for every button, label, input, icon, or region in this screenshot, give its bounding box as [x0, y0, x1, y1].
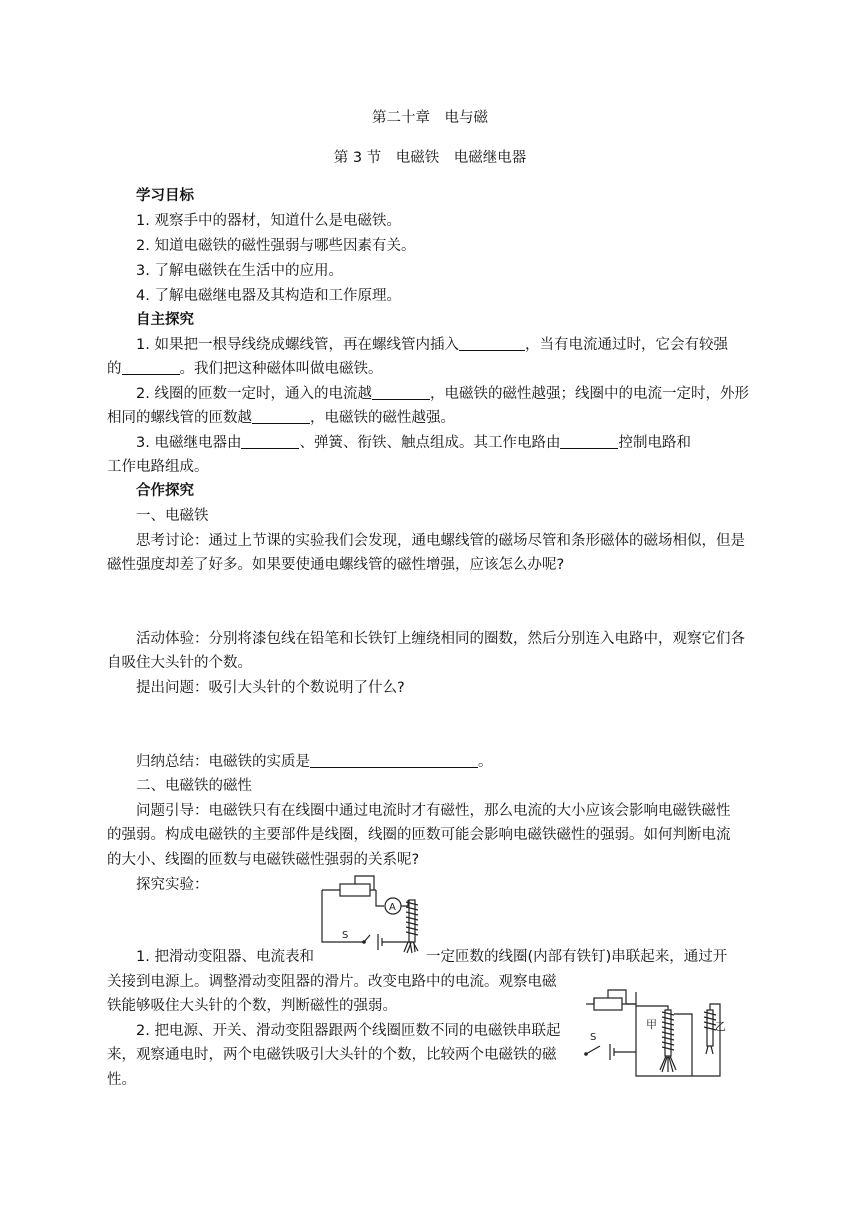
fill-blank[interactable]: [372, 384, 430, 400]
q1-text-b: ，当有电流通过时，它会有较强: [524, 337, 728, 353]
switch-label: S: [342, 930, 349, 941]
guide-line3: 的大小、线圈的匝数与电磁铁磁性强弱的关系呢?: [107, 852, 420, 868]
q2-text-d: ，电磁铁的磁性越强。: [310, 410, 455, 426]
self-study-q3-line2: 工作电路组成。: [107, 459, 209, 475]
exp2-line1: 2. 把电源、开关、滑动变阻器跟两个线圈匝数不同的电磁铁串联起: [136, 1023, 561, 1039]
guide-line2: 的强弱。构成电磁铁的主要部件是线圈，线圈的匝数可能会影响电磁铁磁性的强弱。如何判断电流: [107, 827, 731, 843]
ammeter-label: A: [389, 902, 396, 913]
exp1-text-a: 1. 把滑动变阻器、电流表和: [136, 949, 314, 965]
guide-line1: 问题引导：电磁铁只有在线圈中通过电流时才有磁性，那么电流的大小应该会影响电磁铁磁性: [136, 803, 731, 819]
self-study-q2-line1: [136, 382, 749, 406]
chapter-title: 第二十章 电与磁: [372, 110, 488, 126]
exp1-line3: 铁能够吸住大头针的个数，判断磁性的强弱。: [107, 998, 397, 1014]
q3-text-c: 控制电路和: [618, 435, 691, 451]
self-study-q2-line2: [107, 406, 455, 430]
question-line: 提出问题：吸引大头针的个数说明了什么?: [136, 680, 405, 696]
fill-blank[interactable]: [241, 433, 299, 449]
objective-item: 2. 知道电磁铁的磁性强弱与哪些因素有关。: [136, 238, 416, 254]
fill-blank[interactable]: [122, 359, 180, 375]
activity-line1: 活动体验：分别将漆包线在铅笔和长铁钉上缠绕相同的圈数，然后分别连入电路中，观察它们各: [136, 631, 745, 647]
self-study-q3-line1: [136, 431, 691, 455]
self-study-q1-line2: [107, 357, 383, 381]
self-study-q1-line1: [136, 333, 728, 357]
q2-text-c: 相同的螺线管的匝数越: [107, 410, 252, 426]
part1-title: 一、电磁铁: [136, 508, 209, 524]
q3-text-b: 、弹簧、衔铁、触点组成。其工作电路由: [299, 435, 561, 451]
coop-heading: 合作探究: [136, 483, 194, 499]
objectives-heading: 学习目标: [136, 188, 194, 204]
magnet-b-label: 乙: [715, 1020, 726, 1033]
summary-text-b: 。: [478, 754, 493, 770]
summary-line: [136, 750, 493, 774]
part2-title: 二、电磁铁的磁性: [136, 778, 252, 794]
discuss-line2: 磁性强度却差了好多。如果要使通电螺线管的磁性增强，应该怎么办呢?: [107, 557, 565, 573]
fill-blank[interactable]: [459, 335, 525, 351]
objective-item: 3. 了解电磁铁在生活中的应用。: [136, 263, 343, 279]
objective-item: 1. 观察手中的器材，知道什么是电磁铁。: [136, 213, 401, 229]
switch-label: S: [590, 1032, 597, 1043]
exp2-line3: 性。: [107, 1072, 136, 1088]
circuit-figure-2: [572, 984, 732, 1080]
fill-blank[interactable]: [310, 752, 478, 768]
objective-item: 4. 了解电磁继电器及其构造和工作原理。: [136, 288, 401, 304]
summary-text-a: 归纳总结：电磁铁的实质是: [136, 754, 310, 770]
fill-blank[interactable]: [252, 408, 310, 424]
exp2-line2: 来，观察通电时，两个电磁铁吸引大头针的个数，比较两个电磁铁的磁: [107, 1047, 557, 1063]
magnet-a-label: 甲: [646, 1018, 657, 1031]
exp1-line2: 关接到电源上。调整滑动变阻器的滑片。改变电路中的电流。观察电磁: [107, 974, 557, 990]
q1-text-c: 的: [107, 361, 122, 377]
q1-text-d: 。我们把这种磁体叫做电磁铁。: [179, 361, 383, 377]
q2-text-a: 2. 线圈的匝数一定时，通入的电流越: [136, 386, 372, 402]
discuss-line1: 思考讨论：通过上节课的实验我们会发现，通电螺线管的磁场尽管和条形磁体的磁场相似，但是: [136, 533, 745, 549]
q1-text-a: 1. 如果把一根导线绕成螺线管，再在螺线管内插入: [136, 337, 459, 353]
activity-line2: 自吸住大头针的个数。: [107, 655, 252, 671]
experiment-label: 探究实验：: [136, 877, 209, 893]
exp1-line1: [136, 945, 727, 969]
self-study-heading: 自主探究: [136, 312, 194, 328]
fill-blank[interactable]: [560, 433, 618, 449]
exp1-text-b: 一定匝数的线圈(内部有铁钉)串联起来，通过开: [425, 949, 728, 965]
circuit-figure-1: [318, 872, 438, 954]
q2-text-b: ，电磁铁的磁性越强；线圈中的电流一定时，外形: [429, 386, 749, 402]
section-title: 第 3 节 电磁铁 电磁继电器: [333, 150, 527, 166]
q3-text-a: 3. 电磁继电器由: [136, 435, 242, 451]
